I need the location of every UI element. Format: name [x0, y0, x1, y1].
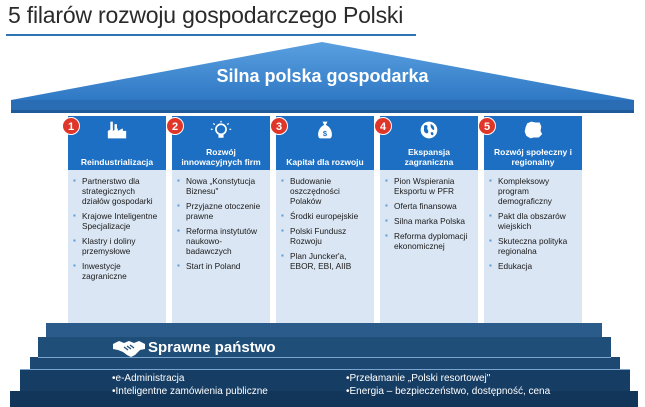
list-item: ▪ Nowa „Konstytucja Biznesu" — [186, 176, 265, 196]
lightbulb-icon — [208, 116, 234, 142]
pillar-header — [68, 116, 166, 170]
list-item: ▪ Plan Juncker'a, EBOR, EBI, AIIB — [290, 251, 369, 271]
pillar-header — [172, 116, 270, 170]
pillar-title: Kapitał dla rozwoju — [286, 157, 364, 167]
pillar-number-badge: 2 — [166, 117, 184, 135]
pillar-reindustrializacja — [68, 116, 166, 323]
base-item: •Przełamanie „Polski resortowej" — [346, 373, 491, 384]
pillar-body — [484, 170, 582, 323]
pillar-number-badge: 1 — [62, 117, 80, 135]
list-item: ▪ Klastry i doliny przemysłowe — [82, 236, 161, 256]
list-item: ▪ Pion Wspierania Eksportu w PFR — [394, 176, 473, 196]
pillar-body — [68, 170, 166, 323]
list-item: ▪ Edukacja — [498, 261, 577, 271]
list-item: ▪ Reforma instytutów naukowo-badawczych — [186, 226, 265, 256]
page-title: 5 filarów rozwoju gospodarczego Polski — [8, 2, 404, 28]
pillar-number-badge: 4 — [374, 117, 392, 135]
pillar-header — [484, 116, 582, 170]
pillar-title: Reindustrializacja — [80, 157, 154, 167]
poland-map-icon — [520, 116, 546, 140]
list-item: ▪ Silna marka Polska — [394, 216, 473, 226]
list-item: ▪ Skuteczna polityka regionalna — [498, 236, 577, 256]
pillar-body — [276, 170, 374, 323]
pillar-title: Ekspansja zagraniczna — [404, 147, 454, 167]
globe-icon — [416, 116, 442, 140]
list-item: ▪ Krajowe Inteligentne Specjalizacje — [82, 211, 161, 231]
pillar-title: Rozwój społeczny i regionalny — [494, 147, 572, 167]
list-item: ▪ Budowanie oszczędności Polaków — [290, 176, 369, 206]
base-label: Sprawne państwo — [148, 339, 276, 356]
money-bag-icon — [312, 116, 338, 140]
step-divider — [20, 369, 630, 370]
handshake-icon — [112, 337, 146, 359]
pillar-header — [276, 116, 374, 170]
pillar-rozwoj-innowacyjnych-firm — [172, 116, 270, 323]
pillar-body — [380, 170, 478, 323]
list-item: ▪ Kompleksowy program demograficzny — [498, 176, 577, 206]
list-item: ▪ Przyjazne otoczenie prawne — [186, 201, 265, 221]
pillar-ekspansja-zagraniczna — [380, 116, 478, 323]
list-item: ▪ Inwestycje zagraniczne — [82, 261, 161, 281]
pillar-number-badge: 3 — [270, 117, 288, 135]
factory-icon — [104, 116, 130, 140]
pillar-header — [380, 116, 478, 170]
list-item: ▪ Partnerstwo dla strategicznych działów gospodarki — [82, 176, 161, 206]
pillar-rozwoj-spoleczny-i-regionalny — [484, 116, 582, 323]
base-item: •Inteligentne zamówienia publiczne — [112, 386, 268, 397]
list-item: ▪ Środki europejskie — [290, 211, 369, 221]
pillar-body — [172, 170, 270, 323]
list-item: ▪ Reforma dyplomacji ekonomicznej — [394, 231, 473, 251]
roof-label: Silna polska gospodarka — [216, 66, 429, 86]
base-step — [46, 323, 602, 337]
base-item: •e-Administracja — [112, 373, 185, 384]
pillar-title: Rozwój innowacyjnych firm — [181, 147, 261, 167]
pillar-kapital-dla-rozwoju — [276, 116, 374, 323]
list-item: ▪ Pakt dla obszarów wiejskich — [498, 211, 577, 231]
svg-text:$: $ — [322, 128, 328, 138]
list-item: ▪ Start in Poland — [186, 261, 265, 271]
list-item: ▪ Polski Fundusz Rozwoju — [290, 226, 369, 246]
list-item: ▪ Oferta finansowa — [394, 201, 473, 211]
pillar-number-badge: 5 — [478, 117, 496, 135]
base-item: •Energia – bezpieczeństwo, dostępność, cena — [346, 386, 551, 397]
